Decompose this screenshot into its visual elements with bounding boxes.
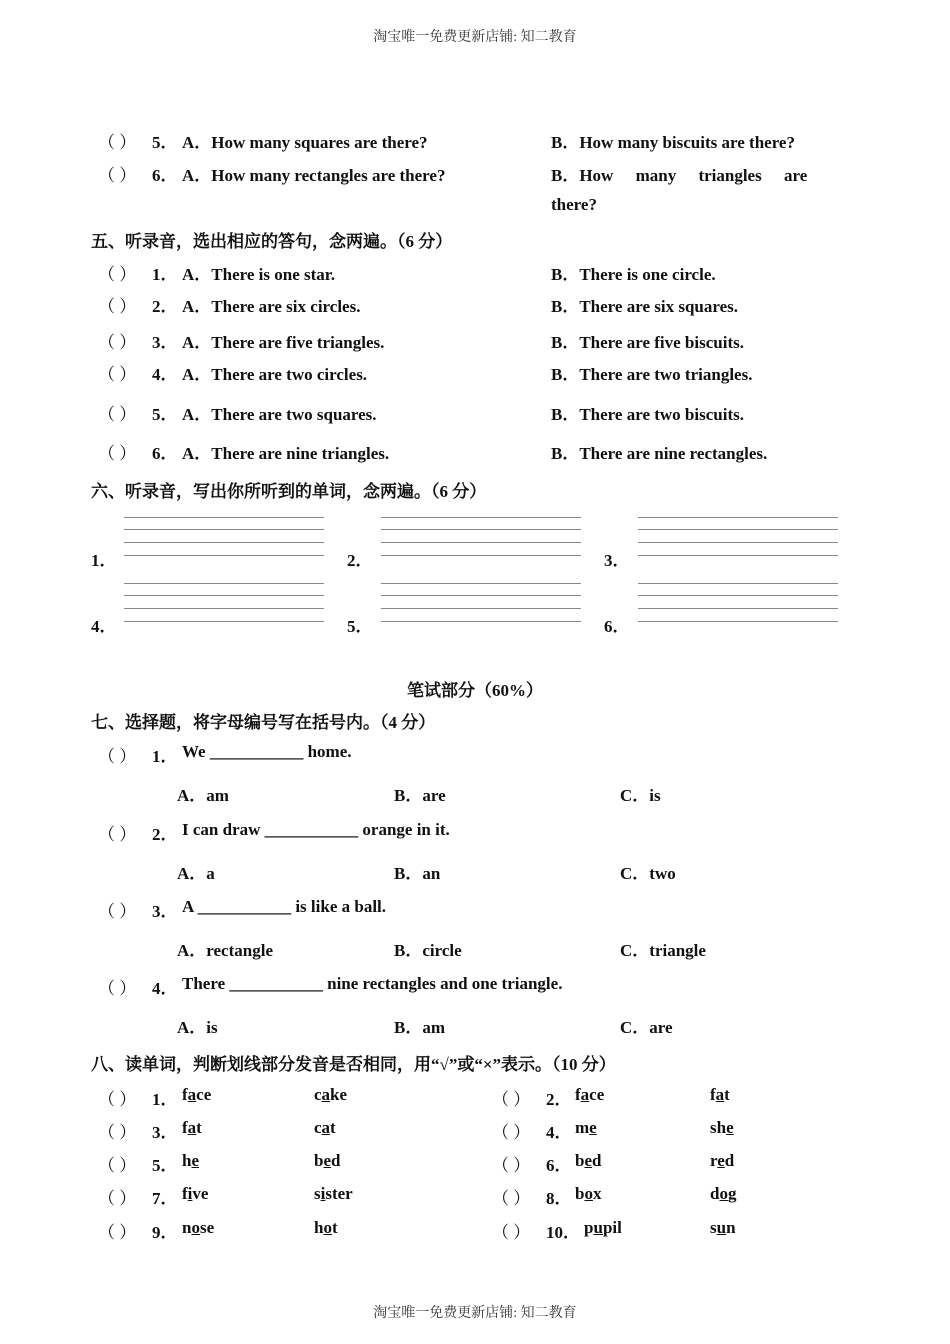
option-b: B．There are two triangles. [551, 365, 753, 384]
blank-label-4: 4． [91, 617, 117, 636]
option-c: C．two [620, 864, 676, 883]
section-8-title: 八、读单词，判断划线部分发音是否相同，用“√”或“×”表示。（10 分） [91, 1055, 616, 1074]
option-a: A．a [177, 864, 215, 883]
option-c: C．is [620, 786, 661, 805]
word: hot [314, 1218, 338, 1237]
word: fat [710, 1085, 730, 1104]
question-number: 3． [152, 902, 178, 921]
paren: （ ） [98, 825, 137, 844]
word: she [710, 1118, 734, 1137]
blank-label-3: 3． [604, 551, 630, 570]
paren: （ ） [492, 1123, 531, 1142]
word: fat [182, 1118, 202, 1137]
option-b: B．There are two biscuits. [551, 405, 744, 424]
question-number: 7． [152, 1189, 178, 1208]
word: sister [314, 1184, 353, 1203]
question-number: 4． [546, 1123, 572, 1142]
paren: （ ） [98, 265, 137, 284]
word: red [710, 1151, 735, 1170]
option-b: B．circle [394, 941, 462, 960]
question-number: 4． [152, 979, 178, 998]
word: cake [314, 1085, 348, 1104]
writing-lines-1[interactable] [124, 517, 324, 555]
word: five [182, 1184, 209, 1203]
option-c: C．are [620, 1018, 673, 1037]
question-number: 1． [152, 265, 178, 284]
option-b: B．There is one circle. [551, 265, 716, 284]
paren: （ ） [492, 1189, 531, 1208]
word: box [575, 1184, 602, 1203]
word: face [182, 1085, 212, 1104]
option-a: A．There are six circles. [182, 297, 361, 316]
option-a: A．There are nine triangles. [182, 444, 390, 463]
blank-label-2: 2． [347, 551, 373, 570]
page-header: 淘宝唯一免费更新店铺: 知二教育 [373, 30, 577, 45]
paren: （ ） [492, 1156, 531, 1175]
question-number: 5． [152, 133, 178, 152]
section-7-title: 七、选择题，将字母编号写在括号内。（4 分） [91, 713, 436, 732]
question-number: 1． [152, 1090, 178, 1109]
paren: （ ） [98, 444, 137, 463]
section-5-title: 五、听录音，选出相应的答句，念两遍。（6 分） [91, 232, 453, 251]
question-text: There ___________ nine rectangles and one triangle. [182, 974, 563, 993]
option-b: B．am [394, 1018, 445, 1037]
question-number: 1． [152, 747, 178, 766]
option-b: B．There are six squares. [551, 297, 739, 316]
option-b: B．an [394, 864, 441, 883]
paren: （ ） [98, 747, 137, 766]
question-number: 5． [152, 1156, 178, 1175]
option-b: B．How many biscuits are there? [551, 133, 795, 152]
option-b: B．There are five biscuits. [551, 333, 744, 352]
option-b: B．are [394, 786, 446, 805]
option-a: A．There is one star. [182, 265, 335, 284]
paren: （ ） [98, 979, 137, 998]
option-a: A．is [177, 1018, 218, 1037]
question-number: 6． [152, 166, 178, 185]
question-number: 10． [546, 1223, 580, 1242]
question-text: A ___________ is like a ball. [182, 897, 387, 916]
written-part-title: 笔试部分（60%） [407, 681, 543, 700]
paren: （ ） [98, 333, 137, 352]
paren: （ ） [98, 1189, 137, 1208]
question-number: 2． [152, 297, 178, 316]
paren: （ ） [98, 166, 137, 185]
question-number: 3． [152, 333, 178, 352]
option-b: B．There are nine rectangles. [551, 444, 768, 463]
blank-label-6: 6． [604, 617, 630, 636]
writing-lines-6[interactable] [638, 583, 838, 621]
paren: （ ） [98, 297, 137, 316]
page-footer: 淘宝唯一免费更新店铺: 知二教育 [373, 1306, 577, 1321]
option-a: A．am [177, 786, 229, 805]
section-6-title: 六、听录音，写出你所听到的单词，念两遍。（6 分） [91, 482, 487, 501]
paren: （ ） [98, 405, 137, 424]
paren: （ ） [98, 1090, 137, 1109]
blank-label-1: 1． [91, 551, 117, 570]
question-number: 2． [546, 1090, 572, 1109]
question-number: 9． [152, 1223, 178, 1242]
word: dog [710, 1184, 737, 1203]
option-a: A．How many squares are there? [182, 133, 428, 152]
paren: （ ） [98, 902, 137, 921]
paren: （ ） [98, 1123, 137, 1142]
option-a: A．There are five triangles. [182, 333, 385, 352]
question-number: 8． [546, 1189, 572, 1208]
paren: （ ） [492, 1223, 531, 1242]
paren: （ ） [98, 365, 137, 384]
option-b: B．How many triangles are [551, 166, 808, 185]
blank-label-5: 5． [347, 617, 373, 636]
word: face [575, 1085, 605, 1104]
word: bed [314, 1151, 341, 1170]
question-number: 4． [152, 365, 178, 384]
word: pupil [584, 1218, 622, 1237]
writing-lines-4[interactable] [124, 583, 324, 621]
paren: （ ） [98, 1156, 137, 1175]
question-number: 6． [152, 444, 178, 463]
question-number: 6． [546, 1156, 572, 1175]
question-number: 3． [152, 1123, 178, 1142]
word: me [575, 1118, 597, 1137]
writing-lines-5[interactable] [381, 583, 581, 621]
paren: （ ） [98, 1223, 137, 1242]
question-number: 5． [152, 405, 178, 424]
word: nose [182, 1218, 215, 1237]
question-text: We ___________ home. [182, 742, 352, 761]
paren: （ ） [98, 133, 137, 152]
option-a: A．There are two circles. [182, 365, 368, 384]
word: cat [314, 1118, 336, 1137]
word: sun [710, 1218, 736, 1237]
option-b-continued: there? [551, 195, 597, 214]
question-text: I can draw ___________ orange in it. [182, 820, 450, 839]
writing-lines-3[interactable] [638, 517, 838, 555]
word: bed [575, 1151, 602, 1170]
option-a: A．How many rectangles are there? [182, 166, 446, 185]
option-a: A．rectangle [177, 941, 273, 960]
option-a: A．There are two squares. [182, 405, 377, 424]
option-c: C．triangle [620, 941, 706, 960]
writing-lines-2[interactable] [381, 517, 581, 555]
question-number: 2． [152, 825, 178, 844]
paren: （ ） [492, 1090, 531, 1109]
word: he [182, 1151, 200, 1170]
